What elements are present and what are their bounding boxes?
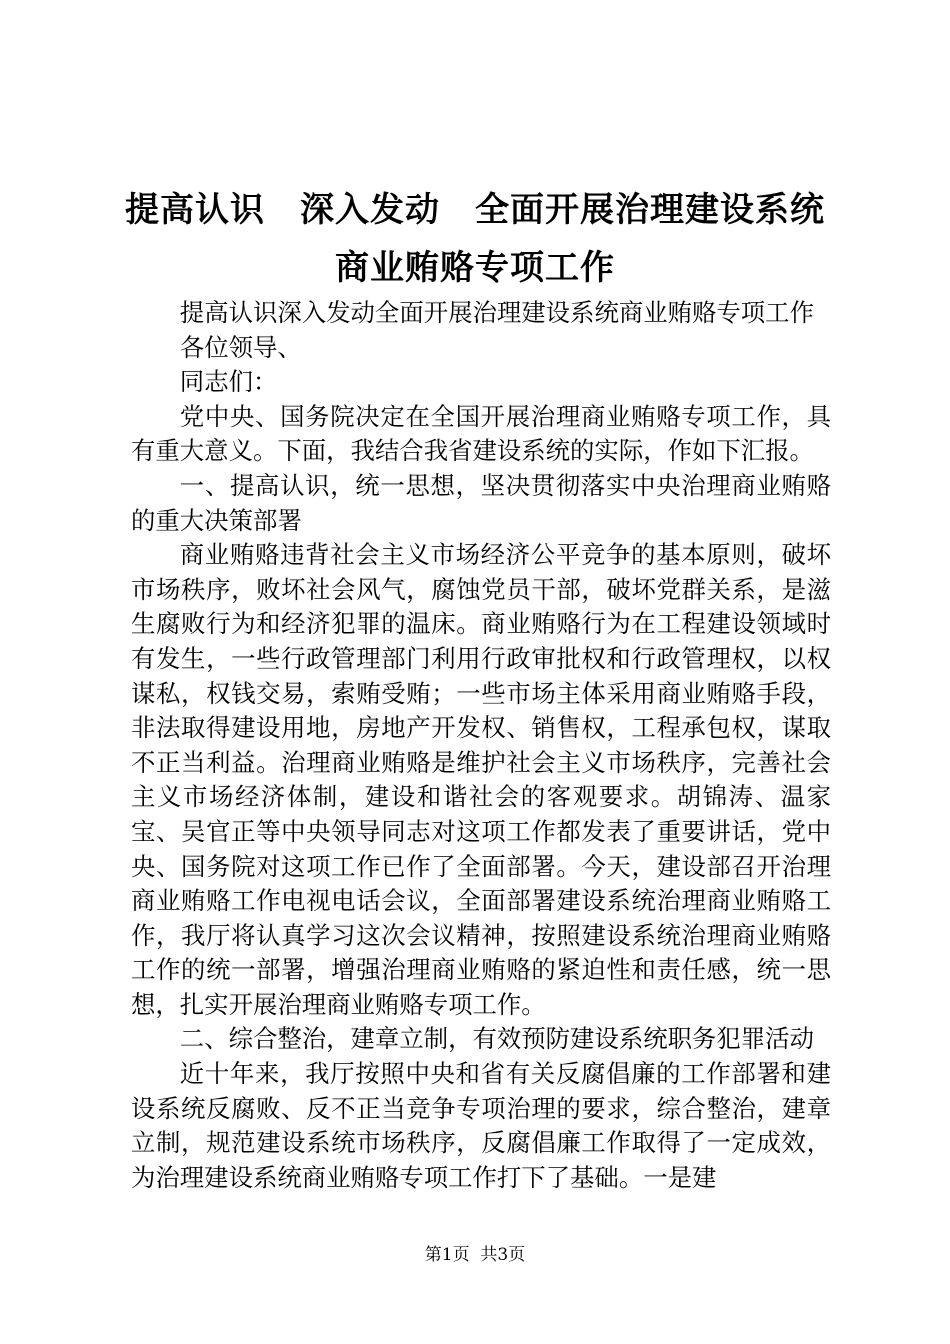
section-heading-2: 二、综合整治，建章立制，有效预防建设系统职务犯罪活动 [179, 1024, 814, 1054]
section-heading-1: 一、提高认识，统一思想，坚决贯彻落实中央治理商业贿赂的重大决策部署 [131, 470, 831, 535]
document-title-line-2: 商业贿赂专项工作 [335, 248, 615, 288]
body-paragraph-salutation-leaders: 各位领导、 [179, 332, 302, 362]
body-paragraph-section-2: 近十年来，我厅按照中央和省有关反腐倡廉的工作部署和建设系统反腐败、反不正当竞争专项治理的要求，综合整治，建章立制，规范建设系统市场秩序，反腐倡廉工作取得了一定成效，为治理建设系统商业贿赂专项工作打下了基础。一是建 [131, 1059, 831, 1192]
document-title-line-1: 提高认识 深入发动 全面开展治理建设系统 [125, 190, 825, 230]
document-body [131, 296, 831, 1195]
body-paragraph-intro: 党中央、国务院决定在全国开展治理商业贿赂专项工作，具有重大意义。下面，我结合我省建设系统的实际，作如下汇报。 [131, 401, 831, 466]
body-paragraph-title-repeat: 提高认识深入发动全面开展治理建设系统商业贿赂专项工作 [179, 298, 814, 327]
body-paragraph-section-1: 商业贿赂违背社会主义市场经济公平竞争的基本原则，破坏市场秩序，败坏社会风气，腐蚀党员干部，破坏党群关系，是滋生腐败行为和经济犯罪的温床。商业贿赂行为在工程建设领域时有发生，一些行政管理部门利用行政审批权和行政管理权，以权谋私，权钱交易，索贿受贿；一些市场主体采用商业贿赂手段，非法取得建设用地，房地产开发权、销售权，工程承包权，谋取不正当利益。治理商业贿赂是维护社会主义市场秩序，完善社会主义市场经济体制，建设和谐社会的客观要求。胡锦涛、温家宝、吴官正等中央领导同志对这项工作都发表了重要讲话，党中央、国务院对这项工作已作了全面部署。今天，建设部召开治理商业贿赂工作电视电话会议，全面部署建设系统治理商业贿赂工作，我厅将认真学习这次会议精神，按照建设系统治理商业贿赂工作的统一部署，增强治理商业贿赂的紧迫性和责任感，统一思想，扎实开展治理商业贿赂专项工作。 [131, 540, 831, 1019]
page-footer: 第1页 共3页 [424, 1245, 526, 1265]
body-paragraph-salutation-comrades: 同志们： [179, 367, 278, 397]
